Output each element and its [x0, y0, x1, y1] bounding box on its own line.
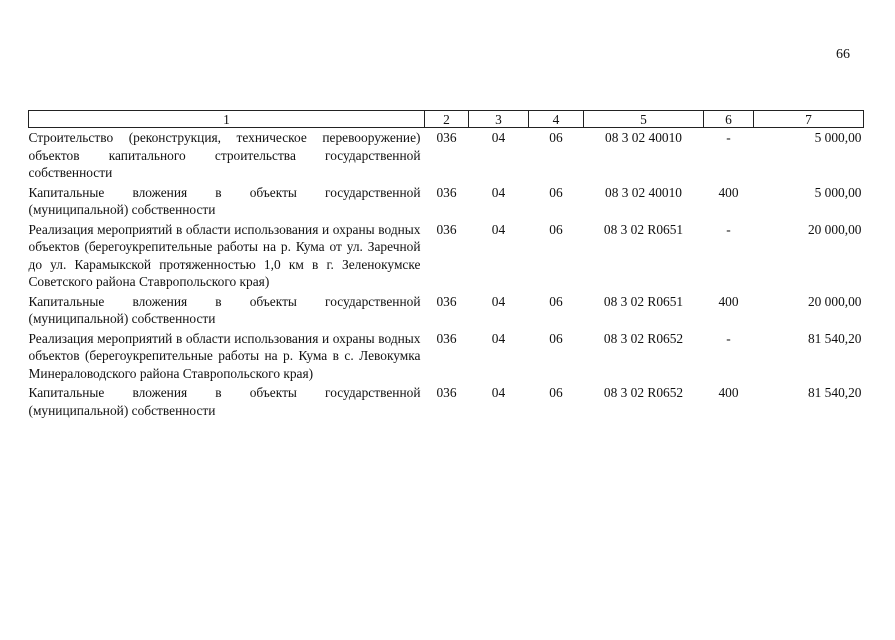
table-row	[29, 329, 864, 384]
row-ministry: 036	[436, 184, 457, 200]
row-expense-type: -	[726, 330, 731, 346]
row-name: Реализация мероприятий в области использования и охраны водных объектов (берегоукрепительные работы на р. Кума в с. Левокумка Минераловодского района Ставропольского края)	[28, 330, 421, 381]
row-target: 08 3 02 R0652	[603, 330, 684, 346]
row-section: 04	[491, 130, 506, 145]
table-row	[29, 220, 864, 292]
row-name: Капитальные вложения в объекты государственной (муниципальной) собственности	[28, 385, 421, 418]
row-amount: 5 000,00	[814, 130, 862, 145]
row-name: Капитальные вложения в объекты государственной (муниципальной) собственности	[28, 293, 421, 326]
row-amount: 20 000,00	[807, 293, 862, 309]
row-subsection: 06	[549, 330, 563, 346]
column-header: 3	[469, 111, 529, 128]
row-subsection: 06	[549, 385, 563, 400]
page-number: 66	[836, 47, 850, 62]
row-ministry: 036	[436, 130, 457, 145]
column-header: 1	[29, 111, 425, 128]
row-target: 08 3 02 40010	[605, 130, 682, 145]
row-target: 08 3 02 R0652	[603, 385, 684, 400]
row-ministry: 036	[436, 330, 457, 346]
row-name: Капитальные вложения в объекты государственной (муниципальной) собственности	[28, 184, 421, 217]
row-section: 04	[491, 184, 506, 200]
row-section: 04	[491, 385, 506, 400]
row-name: Строительство (реконструкция, техническое перевооружение) объектов капитального строительства государственной собственности	[28, 130, 421, 180]
row-section: 04	[491, 221, 506, 237]
row-section: 04	[491, 330, 506, 346]
column-header: 4	[529, 111, 584, 128]
column-header: 2	[425, 111, 469, 128]
row-amount: 20 000,00	[807, 221, 862, 237]
row-subsection: 06	[549, 130, 563, 145]
row-target: 08 3 02 40010	[605, 184, 682, 200]
row-expense-type: -	[726, 221, 731, 237]
row-target: 08 3 02 R0651	[603, 221, 684, 237]
row-expense-type: 400	[718, 184, 739, 200]
row-subsection: 06	[549, 293, 563, 309]
row-amount: 81 540,20	[807, 330, 862, 346]
budget-table	[28, 110, 864, 420]
table-row	[29, 292, 864, 329]
row-subsection: 06	[549, 221, 563, 237]
table-row	[29, 383, 864, 420]
row-amount: 81 540,20	[807, 385, 862, 400]
row-expense-type: -	[726, 130, 731, 145]
row-name: Реализация мероприятий в области использования и охраны водных объектов (берегоукрепительные работы на р. Кума от ул. Заречной до ул. Карамыкской протяженностью 1,0 км в г. Зеленокумске Советского района Ставропольского края)	[28, 221, 421, 289]
row-ministry: 036	[436, 385, 457, 400]
row-ministry: 036	[436, 293, 457, 309]
table-header-row	[29, 111, 864, 128]
column-header: 5	[584, 111, 704, 128]
row-subsection: 06	[549, 184, 563, 200]
row-amount: 5 000,00	[814, 184, 862, 200]
table-row	[29, 128, 864, 183]
table-row	[29, 183, 864, 220]
row-ministry: 036	[436, 221, 457, 237]
row-target: 08 3 02 R0651	[603, 293, 684, 309]
row-expense-type: 400	[718, 385, 739, 400]
column-header: 7	[754, 111, 864, 128]
column-header: 6	[704, 111, 754, 128]
row-section: 04	[491, 293, 506, 309]
row-expense-type: 400	[718, 293, 739, 309]
